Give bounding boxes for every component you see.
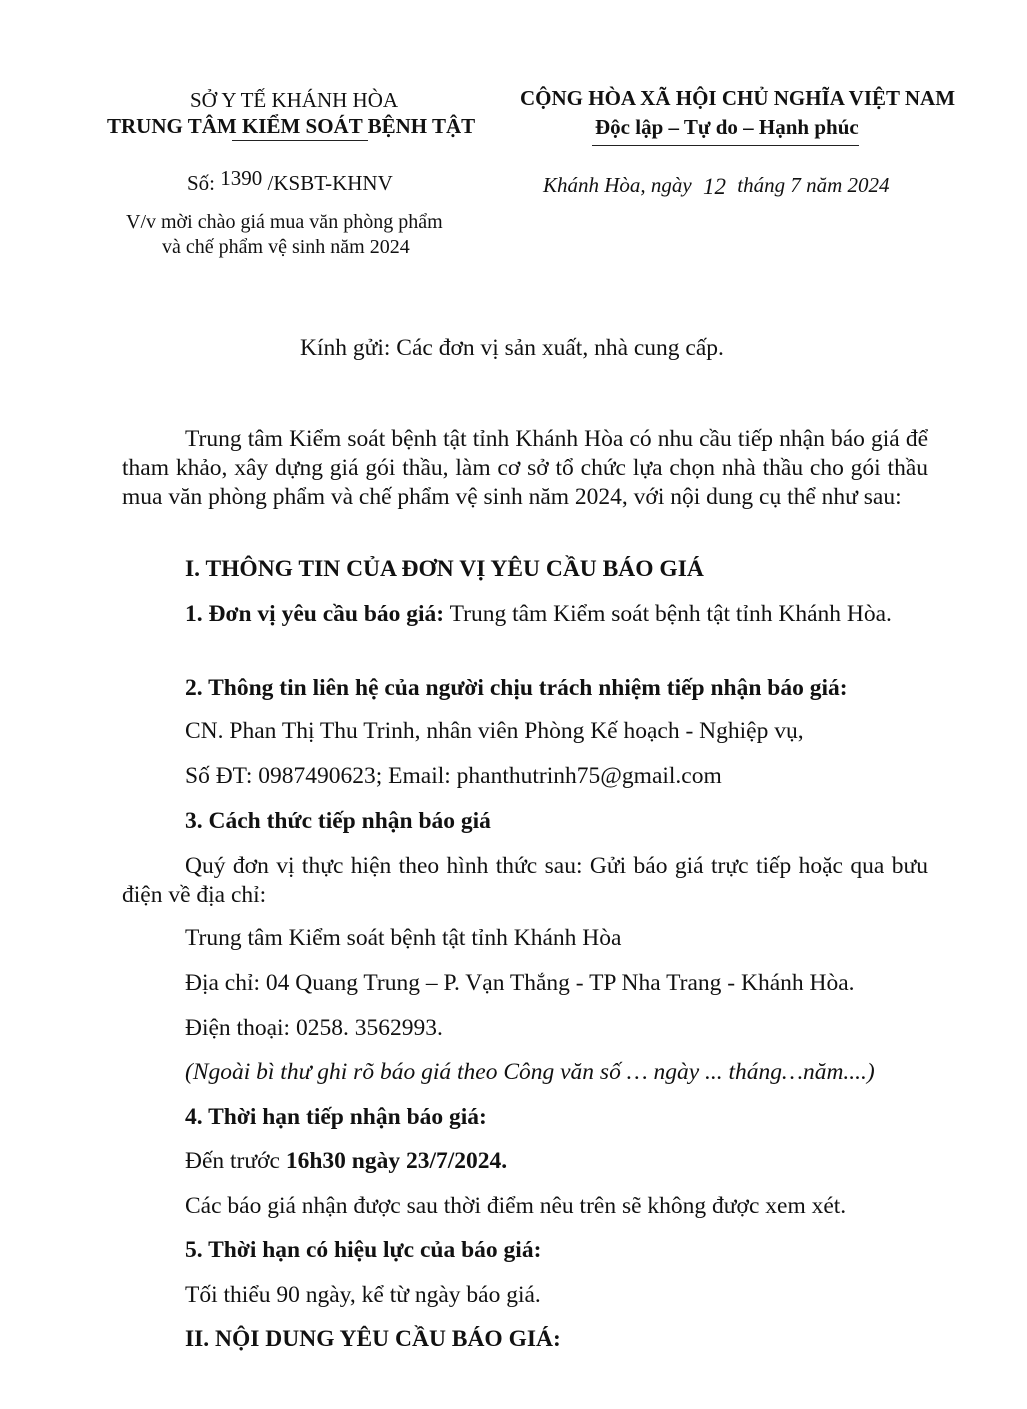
agency-underline [232,140,368,141]
intro-paragraph: Trung tâm Kiểm soát bệnh tật tỉnh Khánh Hòa có nhu cầu tiếp nhận báo giá để tham khảo, xây dựng giá gói thầu, làm cơ sở tổ chức lựa chọn nhà thầu cho gói thầu mua văn phòng phẩm và chế phẩm vệ sinh năm 2024, với nội dung cụ thể như sau: [122,426,928,510]
national-title: CỘNG HÒA XÃ HỘI CHỦ NGHĨA VIỆT NAM [520,86,956,110]
item-5-label: 5. Thời hạn có hiệu lực của báo giá: [185,1237,542,1263]
deadline-prefix: Đến trước [185,1148,286,1174]
phone: Điện thoại: 0258. 3562993. [185,1015,443,1041]
item-1-label: 1. Đơn vị yêu cầu báo giá: [185,601,445,627]
number-suffix: /KSBT-KHNV [267,171,393,195]
date-prefix: Khánh Hòa, ngày [543,173,692,197]
date-day: 12 [703,174,726,199]
national-motto: Độc lập – Tự do – Hạnh phúc [595,115,859,139]
validity: Tối thiểu 90 ngày, kể từ ngày báo giá. [185,1282,541,1308]
item-1-text: Trung tâm Kiểm soát bệnh tật tỉnh Khánh Hòa. [444,601,892,627]
subject-line-2: và chế phẩm vệ sinh năm 2024 [162,236,410,258]
address-name: Trung tâm Kiểm soát bệnh tật tỉnh Khánh Hòa [185,925,622,951]
subject-line-1: V/v mời chào giá mua văn phòng phẩm [126,211,443,233]
agency-name: TRUNG TÂM KIỂM SOÁT BỆNH TẬT [107,114,476,138]
motto-underline [592,145,859,146]
contact-phone-email: Số ĐT: 0987490623; Email: phanthutrinh75@gmail.com [185,763,722,789]
deadline-value: 16h30 ngày 23/7/2024. [285,1148,508,1174]
item-4-label: 4. Thời hạn tiếp nhận báo giá: [185,1104,487,1130]
document-date [543,172,890,198]
contact-person: CN. Phan Thị Thu Trinh, nhân viên Phòng Kế hoạch - Nghiệp vụ, [185,718,804,744]
item-3-label: 3. Cách thức tiếp nhận báo giá [185,808,491,834]
section-2-title: II. NỘI DUNG YÊU CẦU BÁO GIÁ: [185,1326,561,1352]
envelope-note: (Ngoài bì thư ghi rõ báo giá theo Công văn số … ngày ... tháng…năm....) [185,1059,875,1085]
deadline [185,1148,507,1175]
address: Địa chỉ: 04 Quang Trung – P. Vạn Thắng - TP Nha Trang - Khánh Hòa. [185,970,855,996]
number-value: 1390 [220,166,263,190]
recipient: Kính gửi: Các đơn vị sản xuất, nhà cung cấp. [300,335,724,361]
item-2-label: 2. Thông tin liên hệ của người chịu trách nhiệm tiếp nhận báo giá: [185,675,848,701]
item-3-text: Quý đơn vị thực hiện theo hình thức sau: Gửi báo giá trực tiếp hoặc qua bưu điện về địa chỉ: [122,853,928,908]
date-suffix: tháng 7 năm 2024 [737,173,890,197]
item-1 [122,600,928,629]
late-note: Các báo giá nhận được sau thời điểm nêu trên sẽ không được xem xét. [185,1193,847,1219]
number-prefix: Số: [187,171,216,195]
section-1-title: I. THÔNG TIN CỦA ĐƠN VỊ YÊU CẦU BÁO GIÁ [185,556,704,582]
agency-parent: SỞ Y TẾ KHÁNH HÒA [190,88,399,112]
document-number [187,166,393,196]
